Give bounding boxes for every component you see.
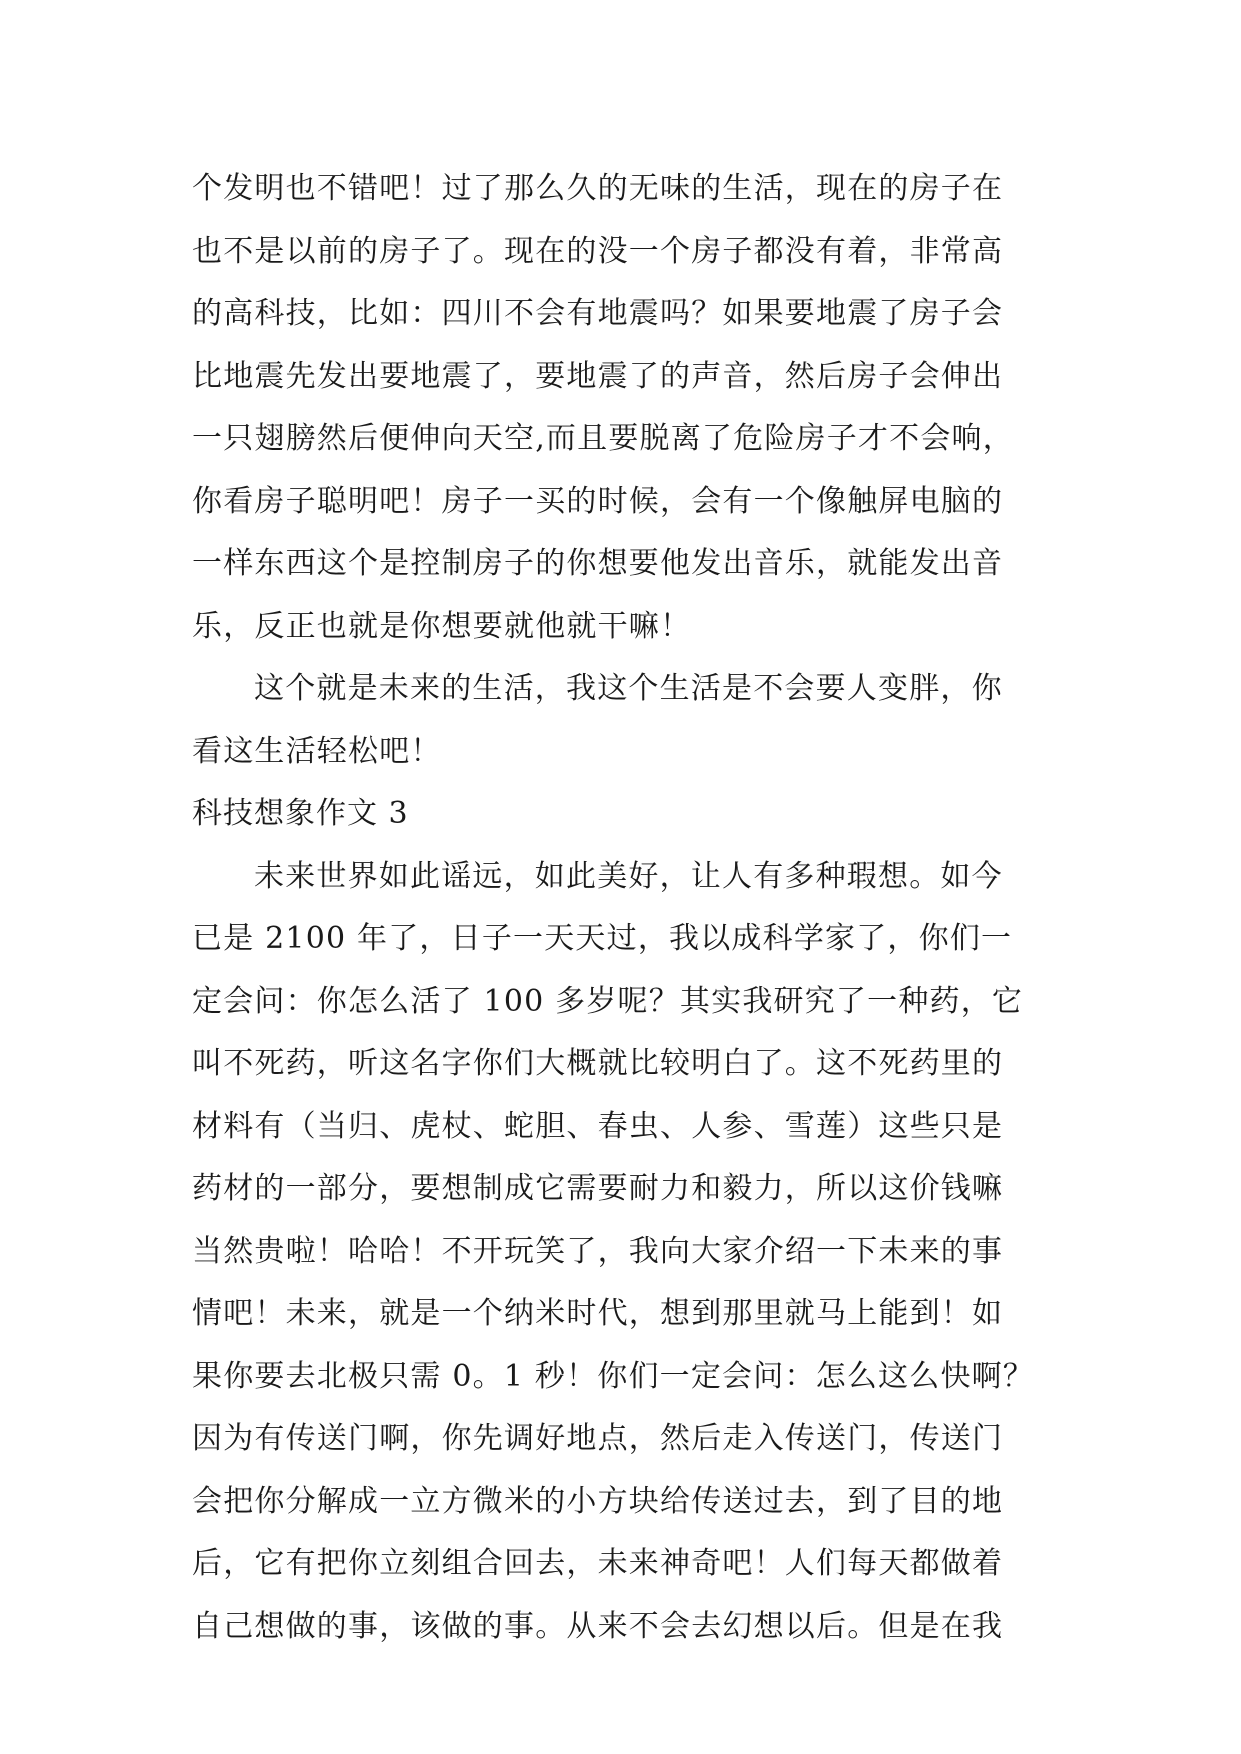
essay-body xyxy=(192,158,1052,1658)
text-line: 的高科技，比如：四川不会有地震吗？如果要地震了房子会 xyxy=(192,296,1004,331)
text-line: 乐，反正也就是你想要就他就干嘛！ xyxy=(192,608,692,644)
text-line: 当然贵啦！哈哈！不开玩笑了，我向大家介绍一下未来的事 xyxy=(192,1233,1004,1269)
text-line: 已是 2100 年了，日子一天天过，我以成科学家了，你们一 xyxy=(192,921,1013,956)
text-line: 也不是以前的房子了。现在的没一个房子都没有着，非常高 xyxy=(192,233,1004,269)
text-line: 自己想做的事，该做的事。从来不会去幻想以后。但是在我 xyxy=(192,1608,1004,1644)
text-line: 因为有传送门啊，你先调好地点，然后走入传送门，传送门 xyxy=(192,1421,1004,1456)
text-line: 情吧！未来，就是一个纳米时代，想到那里就马上能到！如 xyxy=(192,1296,1004,1331)
section-heading: 科技想象作文 3 xyxy=(192,796,409,831)
text-line: 叫不死药，听这名字你们大概就比较明白了。这不死药里的 xyxy=(192,1046,1004,1081)
text-line: 后，它有把你立刻组合回去，未来神奇吧！人们每天都做着 xyxy=(192,1546,1004,1581)
paragraph-first-line: 未来世界如此谣远，如此美好，让人有多种瑕想。如今 xyxy=(254,858,1003,894)
text-line: 看这生活轻松吧！ xyxy=(192,733,442,769)
text-line: 果你要去北极只需 0。1 秒！你们一定会问：怎么这么快啊？ xyxy=(192,1358,1035,1394)
text-line: 个发明也不错吧！过了那么久的无味的生活，现在的房子在 xyxy=(192,171,1004,206)
text-line: 一只翅膀然后便伸向天空,而且要脱离了危险房子才不会响， xyxy=(192,421,1014,456)
text-line: 会把你分解成一立方微米的小方块给传送过去，到了目的地 xyxy=(192,1483,1004,1519)
text-line: 一样东西这个是控制房子的你想要他发出音乐，就能发出音 xyxy=(192,546,1004,581)
text-line: 材料有（当归、虎杖、蛇胆、春虫、人参、雪莲）这些只是 xyxy=(192,1108,1004,1144)
paragraph-first-line: 这个就是未来的生活，我这个生活是不会要人变胖，你 xyxy=(254,671,1003,706)
text-line: 定会问：你怎么活了 100 多岁呢？其实我研究了一种药，它 xyxy=(192,983,1024,1019)
text-line: 比地震先发出要地震了，要地震了的声音，然后房子会伸出 xyxy=(192,358,1004,394)
text-line: 药材的一部分，要想制成它需要耐力和毅力，所以这价钱嘛 xyxy=(192,1171,1004,1206)
text-line: 你看房子聪明吧！房子一买的时候，会有一个像触屏电脑的 xyxy=(192,483,1004,519)
